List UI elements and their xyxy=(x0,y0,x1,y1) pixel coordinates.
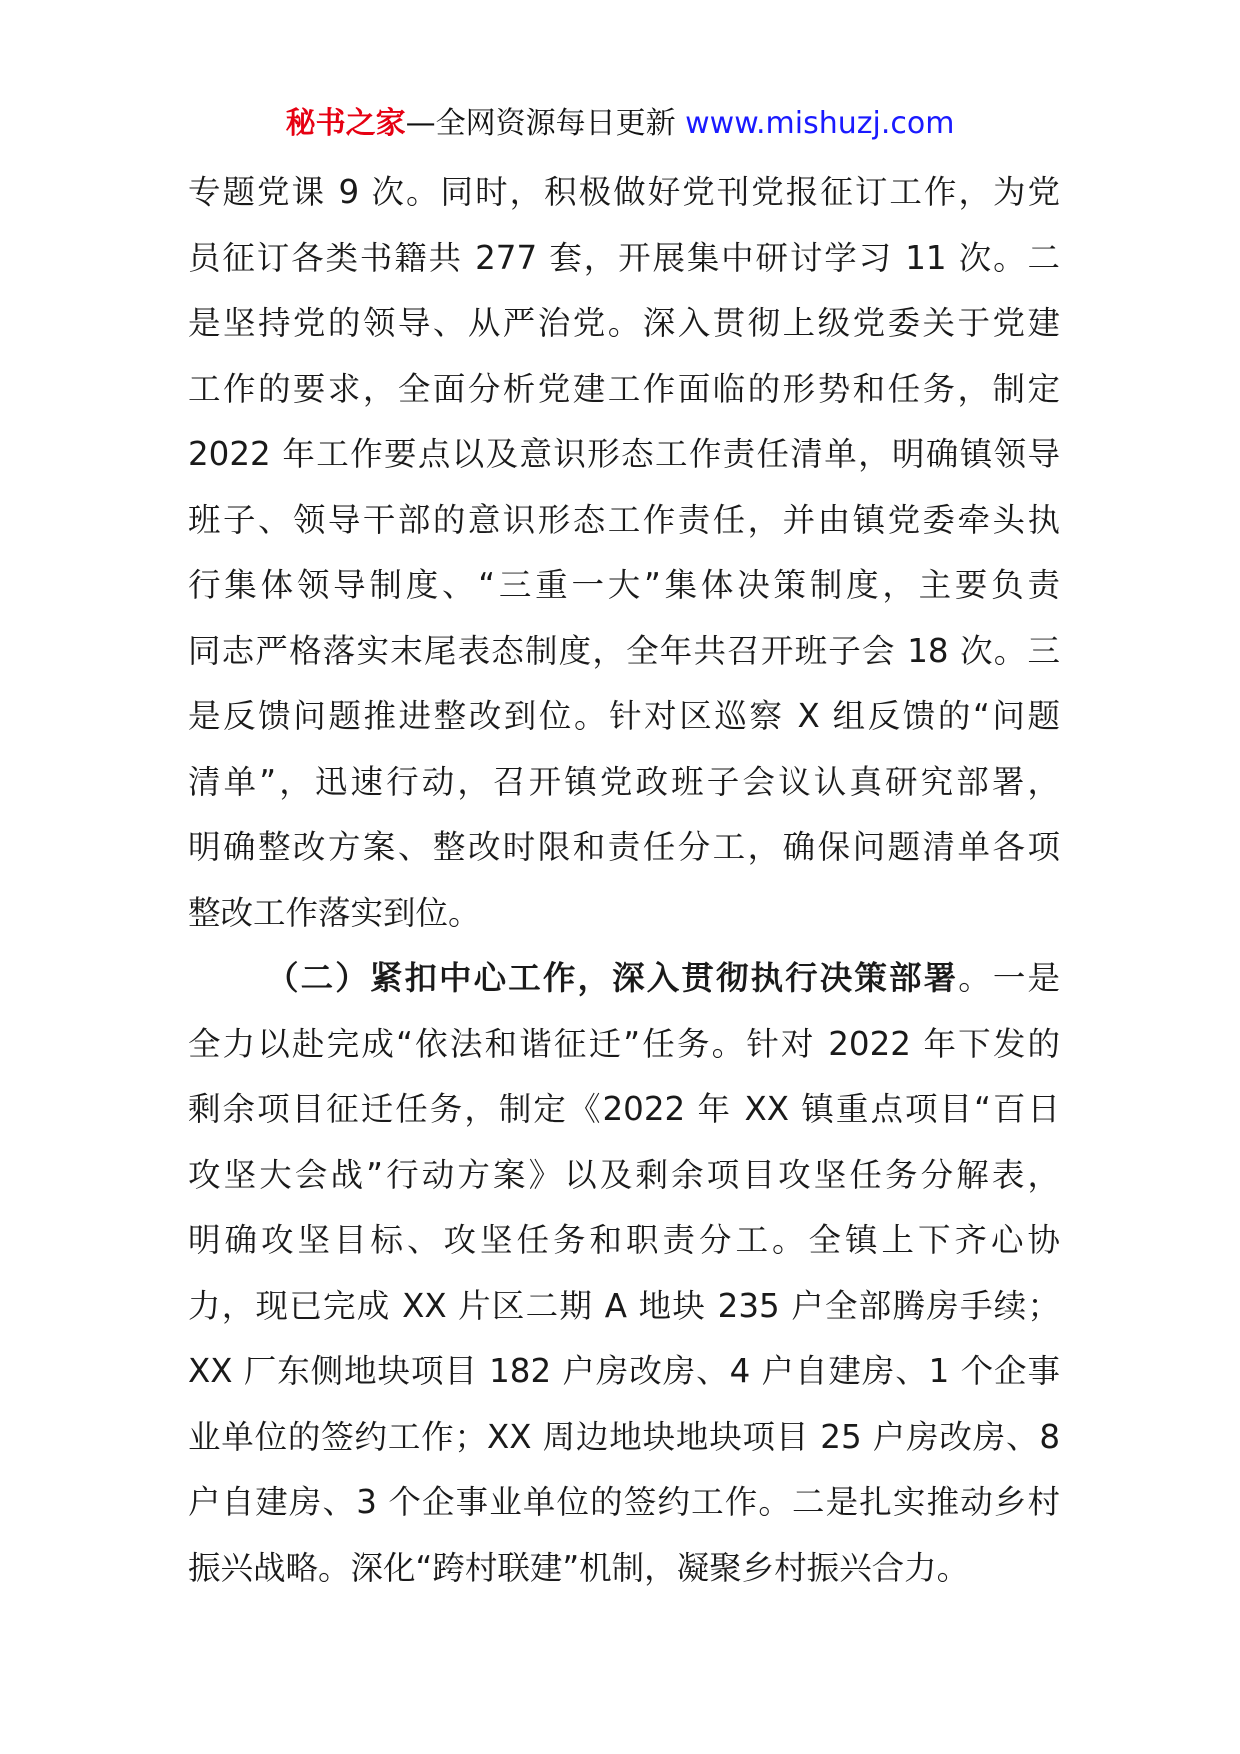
body-line: 是坚持党的领导、从严治党。深入贯彻上级党委关于党建 xyxy=(188,304,1060,342)
body-line: 户自建房、3 个企事业单位的签约工作。二是扎实推动乡村 xyxy=(188,1483,1060,1521)
body-line: 同志严格落实末尾表态制度，全年共召开班子会 18 次。三 xyxy=(188,631,1060,670)
site-header xyxy=(0,102,1240,146)
body-line: XX 厂东侧地块项目 182 户房改房、4 户自建房、1 个企事 xyxy=(188,1352,1060,1390)
body-line: 是反馈问题推进整改到位。针对区巡察 X 组反馈的“问题 xyxy=(188,697,1060,735)
body-line: 业单位的签约工作；XX 周边地块地块项目 25 户房改房、8 xyxy=(188,1417,1060,1456)
body-line: 清单”，迅速行动，召开镇党政班子会议认真研究部署， xyxy=(188,762,1060,801)
body-line: 攻坚大会战”行动方案》以及剩余项目攻坚任务分解表， xyxy=(188,1155,1060,1194)
brand-name: 秘书之家 xyxy=(285,106,406,141)
section-heading-line xyxy=(188,946,1060,1012)
section-heading: （二）紧扣中心工作，深入贯彻执行决策部署 xyxy=(266,959,959,997)
body-line: 行集体领导制度、“三重一大”集体决策制度，主要负责 xyxy=(188,566,1060,604)
section-heading-tail: 。一是 xyxy=(958,959,1060,997)
body-line: 明确攻坚目标、攻坚任务和职责分工。全镇上下齐心协 xyxy=(188,1221,1060,1259)
body-line: 员征订各类书籍共 277 套，开展集中研讨学习 11 次。二 xyxy=(188,238,1060,277)
body-line: 专题党课 9 次。同时，积极做好党刊党报征订工作，为党 xyxy=(188,173,1060,211)
site-url-link[interactable]: www.mishuzj.com xyxy=(685,106,955,141)
body-line: 明确整改方案、整改时限和责任分工，确保问题清单各项 xyxy=(188,828,1060,866)
body-line: 2022 年工作要点以及意识形态工作责任清单，明确镇领导 xyxy=(188,435,1060,473)
body-line: 班子、领导干部的意识形态工作责任，并由镇党委牵头执 xyxy=(188,500,1060,539)
body-line: 整改工作落实到位。 xyxy=(188,893,481,932)
body-line: 力，现已完成 XX 片区二期 A 地块 235 户全部腾房手续； xyxy=(188,1286,1060,1325)
body-line: 全力以赴完成“依法和谐征迁”任务。针对 2022 年下发的 xyxy=(188,1024,1060,1063)
body-line: 振兴战略。深化“跨村联建”机制，凝聚乡村振兴合力。 xyxy=(188,1548,970,1587)
body-line: 工作的要求，全面分析党建工作面临的形势和任务，制定 xyxy=(188,369,1060,408)
header-slogan: —全网资源每日更新 xyxy=(405,106,686,141)
document-body xyxy=(188,160,1060,1601)
body-line: 剩余项目征迁任务，制定《2022 年 XX 镇重点项目“百日 xyxy=(188,1090,1060,1128)
